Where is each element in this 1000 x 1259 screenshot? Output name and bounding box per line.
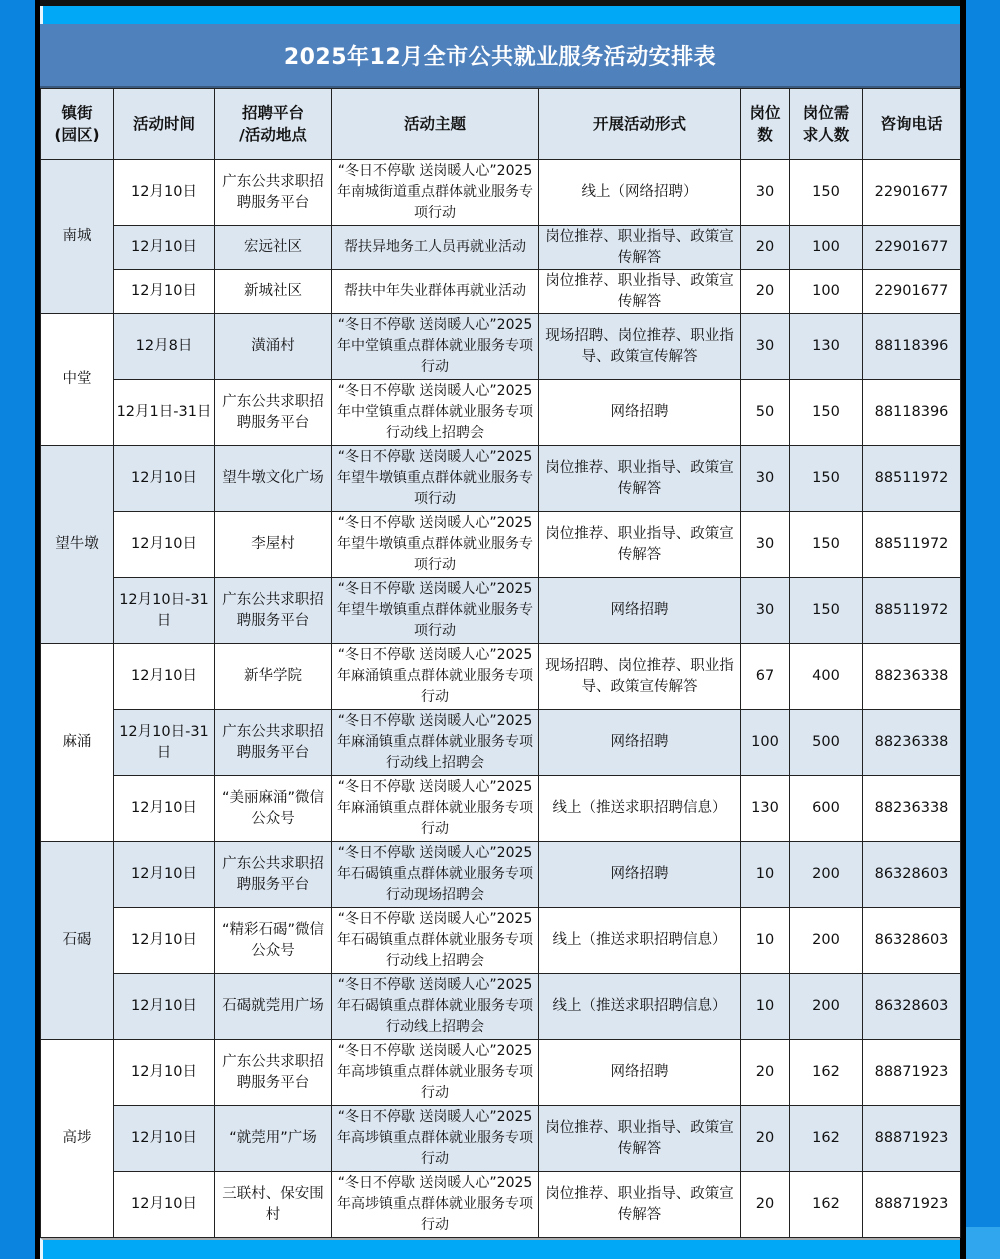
demand-cell: 162	[790, 1040, 863, 1106]
demand-cell: 200	[790, 908, 863, 974]
table-row	[41, 314, 961, 380]
place-cell: 广东公共求职招聘服务平台	[215, 710, 332, 776]
top-banner-strip	[40, 6, 960, 24]
place-cell: 广东公共求职招聘服务平台	[215, 1040, 332, 1106]
theme-cell: 帮扶中年失业群体再就业活动	[332, 270, 539, 314]
demand-cell: 162	[790, 1106, 863, 1172]
form-cell: 岗位推荐、职业指导、政策宣传解答	[539, 270, 741, 314]
posts-cell: 130	[741, 776, 790, 842]
place-cell: 石碣就莞用广场	[215, 974, 332, 1040]
time-cell: 12月10日-31日	[114, 578, 215, 644]
form-cell: 网络招聘	[539, 380, 741, 446]
form-cell: 现场招聘、岗位推荐、职业指导、政策宣传解答	[539, 314, 741, 380]
posts-cell: 10	[741, 908, 790, 974]
form-cell: 岗位推荐、职业指导、政策宣传解答	[539, 446, 741, 512]
town-cell: 望牛墩	[41, 446, 114, 644]
form-cell: 网络招聘	[539, 1040, 741, 1106]
posts-cell: 20	[741, 226, 790, 270]
corner-tab	[966, 1227, 1000, 1259]
time-cell: 12月10日	[114, 270, 215, 314]
posts-cell: 30	[741, 578, 790, 644]
form-cell: 现场招聘、岗位推荐、职业指导、政策宣传解答	[539, 644, 741, 710]
phone-cell: 88871923	[863, 1106, 961, 1172]
time-cell: 12月1日-31日	[114, 380, 215, 446]
time-cell: 12月10日	[114, 226, 215, 270]
table-row	[41, 1106, 961, 1172]
table-row	[41, 512, 961, 578]
phone-cell: 88236338	[863, 644, 961, 710]
posts-cell: 10	[741, 974, 790, 1040]
place-cell: 广东公共求职招聘服务平台	[215, 160, 332, 226]
table-row	[41, 226, 961, 270]
header-form: 开展活动形式	[539, 89, 741, 160]
town-cell: 石碣	[41, 842, 114, 1040]
demand-cell: 130	[790, 314, 863, 380]
demand-cell: 150	[790, 512, 863, 578]
bottom-banner-strip	[40, 1238, 960, 1259]
theme-cell: “冬日不停歇 送岗暖人心”2025年麻涌镇重点群体就业服务专项行动	[332, 776, 539, 842]
theme-cell: 帮扶异地务工人员再就业活动	[332, 226, 539, 270]
place-cell: 三联村、保安围村	[215, 1172, 332, 1238]
theme-cell: “冬日不停歇 送岗暖人心”2025年中堂镇重点群体就业服务专项行动	[332, 314, 539, 380]
time-cell: 12月10日	[114, 1040, 215, 1106]
header-place: 招聘平台 /活动地点	[215, 89, 332, 160]
form-cell: 岗位推荐、职业指导、政策宣传解答	[539, 1106, 741, 1172]
table-row	[41, 776, 961, 842]
place-cell: 李屋村	[215, 512, 332, 578]
phone-cell: 88118396	[863, 314, 961, 380]
theme-cell: “冬日不停歇 送岗暖人心”2025年望牛墩镇重点群体就业服务专项行动	[332, 512, 539, 578]
demand-cell: 162	[790, 1172, 863, 1238]
place-cell: 广东公共求职招聘服务平台	[215, 842, 332, 908]
phone-cell: 88871923	[863, 1040, 961, 1106]
phone-cell: 88511972	[863, 578, 961, 644]
table-row	[41, 1172, 961, 1238]
phone-cell: 88511972	[863, 512, 961, 578]
form-cell: 网络招聘	[539, 710, 741, 776]
demand-cell: 150	[790, 446, 863, 512]
table-row	[41, 644, 961, 710]
demand-cell: 600	[790, 776, 863, 842]
time-cell: 12月10日	[114, 974, 215, 1040]
schedule-sheet	[40, 24, 960, 1238]
time-cell: 12月10日	[114, 160, 215, 226]
theme-cell: “冬日不停歇 送岗暖人心”2025年石碣镇重点群体就业服务专项行动线上招聘会	[332, 974, 539, 1040]
posts-cell: 30	[741, 314, 790, 380]
demand-cell: 150	[790, 578, 863, 644]
form-cell: 线上（推送求职招聘信息）	[539, 974, 741, 1040]
time-cell: 12月10日	[114, 842, 215, 908]
header-time: 活动时间	[114, 89, 215, 160]
table-row	[41, 842, 961, 908]
form-cell: 线上（网络招聘）	[539, 160, 741, 226]
place-cell: “精彩石碣”微信公众号	[215, 908, 332, 974]
table-body	[41, 160, 961, 1238]
place-cell: 广东公共求职招聘服务平台	[215, 380, 332, 446]
table-row	[41, 446, 961, 512]
form-cell: 网络招聘	[539, 578, 741, 644]
table-row	[41, 974, 961, 1040]
form-cell: 网络招聘	[539, 842, 741, 908]
theme-cell: “冬日不停歇 送岗暖人心”2025年麻涌镇重点群体就业服务专项行动	[332, 644, 539, 710]
form-cell: 岗位推荐、职业指导、政策宣传解答	[539, 226, 741, 270]
table-row	[41, 270, 961, 314]
demand-cell: 500	[790, 710, 863, 776]
time-cell: 12月10日	[114, 512, 215, 578]
header-posts: 岗位 数	[741, 89, 790, 160]
posts-cell: 30	[741, 512, 790, 578]
phone-cell: 86328603	[863, 842, 961, 908]
theme-cell: “冬日不停歇 送岗暖人心”2025年麻涌镇重点群体就业服务专项行动线上招聘会	[332, 710, 539, 776]
place-cell: 望牛墩文化广场	[215, 446, 332, 512]
form-cell: 岗位推荐、职业指导、政策宣传解答	[539, 512, 741, 578]
time-cell: 12月10日	[114, 1106, 215, 1172]
phone-cell: 86328603	[863, 908, 961, 974]
schedule-table	[40, 88, 961, 1238]
theme-cell: “冬日不停歇 送岗暖人心”2025年南城街道重点群体就业服务专项行动	[332, 160, 539, 226]
time-cell: 12月10日	[114, 776, 215, 842]
table-row	[41, 1040, 961, 1106]
posts-cell: 20	[741, 1172, 790, 1238]
posts-cell: 30	[741, 160, 790, 226]
place-cell: 新城社区	[215, 270, 332, 314]
posts-cell: 30	[741, 446, 790, 512]
theme-cell: “冬日不停歇 送岗暖人心”2025年望牛墩镇重点群体就业服务专项行动	[332, 578, 539, 644]
place-cell: 新华学院	[215, 644, 332, 710]
table-row	[41, 908, 961, 974]
header-demand: 岗位需 求人数	[790, 89, 863, 160]
theme-cell: “冬日不停歇 送岗暖人心”2025年高埗镇重点群体就业服务专项行动	[332, 1172, 539, 1238]
phone-cell: 88871923	[863, 1172, 961, 1238]
form-cell: 线上（推送求职招聘信息）	[539, 908, 741, 974]
phone-cell: 88511972	[863, 446, 961, 512]
demand-cell: 200	[790, 974, 863, 1040]
town-cell: 中堂	[41, 314, 114, 446]
place-cell: 宏远社区	[215, 226, 332, 270]
place-cell: 潢涌村	[215, 314, 332, 380]
theme-cell: “冬日不停歇 送岗暖人心”2025年高埗镇重点群体就业服务专项行动	[332, 1106, 539, 1172]
time-cell: 12月8日	[114, 314, 215, 380]
theme-cell: “冬日不停歇 送岗暖人心”2025年高埗镇重点群体就业服务专项行动	[332, 1040, 539, 1106]
page-title: 2025年12月全市公共就业服务活动安排表	[40, 24, 960, 88]
town-cell: 麻涌	[41, 644, 114, 842]
header-phone: 咨询电话	[863, 89, 961, 160]
phone-cell: 22901677	[863, 270, 961, 314]
place-cell: “美丽麻涌”微信公众号	[215, 776, 332, 842]
demand-cell: 150	[790, 160, 863, 226]
place-cell: 广东公共求职招聘服务平台	[215, 578, 332, 644]
time-cell: 12月10日	[114, 1172, 215, 1238]
posts-cell: 20	[741, 270, 790, 314]
demand-cell: 400	[790, 644, 863, 710]
phone-cell: 88118396	[863, 380, 961, 446]
phone-cell: 22901677	[863, 226, 961, 270]
demand-cell: 200	[790, 842, 863, 908]
demand-cell: 150	[790, 380, 863, 446]
phone-cell: 22901677	[863, 160, 961, 226]
phone-cell: 86328603	[863, 974, 961, 1040]
table-row	[41, 710, 961, 776]
posts-cell: 100	[741, 710, 790, 776]
time-cell: 12月10日	[114, 908, 215, 974]
time-cell: 12月10日	[114, 644, 215, 710]
posts-cell: 50	[741, 380, 790, 446]
theme-cell: “冬日不停歇 送岗暖人心”2025年中堂镇重点群体就业服务专项行动线上招聘会	[332, 380, 539, 446]
posts-cell: 10	[741, 842, 790, 908]
header-row	[41, 89, 961, 160]
table-row	[41, 160, 961, 226]
phone-cell: 88236338	[863, 776, 961, 842]
posts-cell: 20	[741, 1106, 790, 1172]
posts-cell: 67	[741, 644, 790, 710]
form-cell: 岗位推荐、职业指导、政策宣传解答	[539, 1172, 741, 1238]
posts-cell: 20	[741, 1040, 790, 1106]
theme-cell: “冬日不停歇 送岗暖人心”2025年望牛墩镇重点群体就业服务专项行动	[332, 446, 539, 512]
time-cell: 12月10日-31日	[114, 710, 215, 776]
demand-cell: 100	[790, 226, 863, 270]
time-cell: 12月10日	[114, 446, 215, 512]
form-cell: 线上（推送求职招聘信息）	[539, 776, 741, 842]
header-theme: 活动主题	[332, 89, 539, 160]
town-cell: 高埗	[41, 1040, 114, 1238]
theme-cell: “冬日不停歇 送岗暖人心”2025年石碣镇重点群体就业服务专项行动线上招聘会	[332, 908, 539, 974]
table-row	[41, 578, 961, 644]
header-town: 镇街 (园区)	[41, 89, 114, 160]
phone-cell: 88236338	[863, 710, 961, 776]
theme-cell: “冬日不停歇 送岗暖人心”2025年石碣镇重点群体就业服务专项行动现场招聘会	[332, 842, 539, 908]
table-row	[41, 380, 961, 446]
town-cell: 南城	[41, 160, 114, 314]
place-cell: “就莞用”广场	[215, 1106, 332, 1172]
demand-cell: 100	[790, 270, 863, 314]
